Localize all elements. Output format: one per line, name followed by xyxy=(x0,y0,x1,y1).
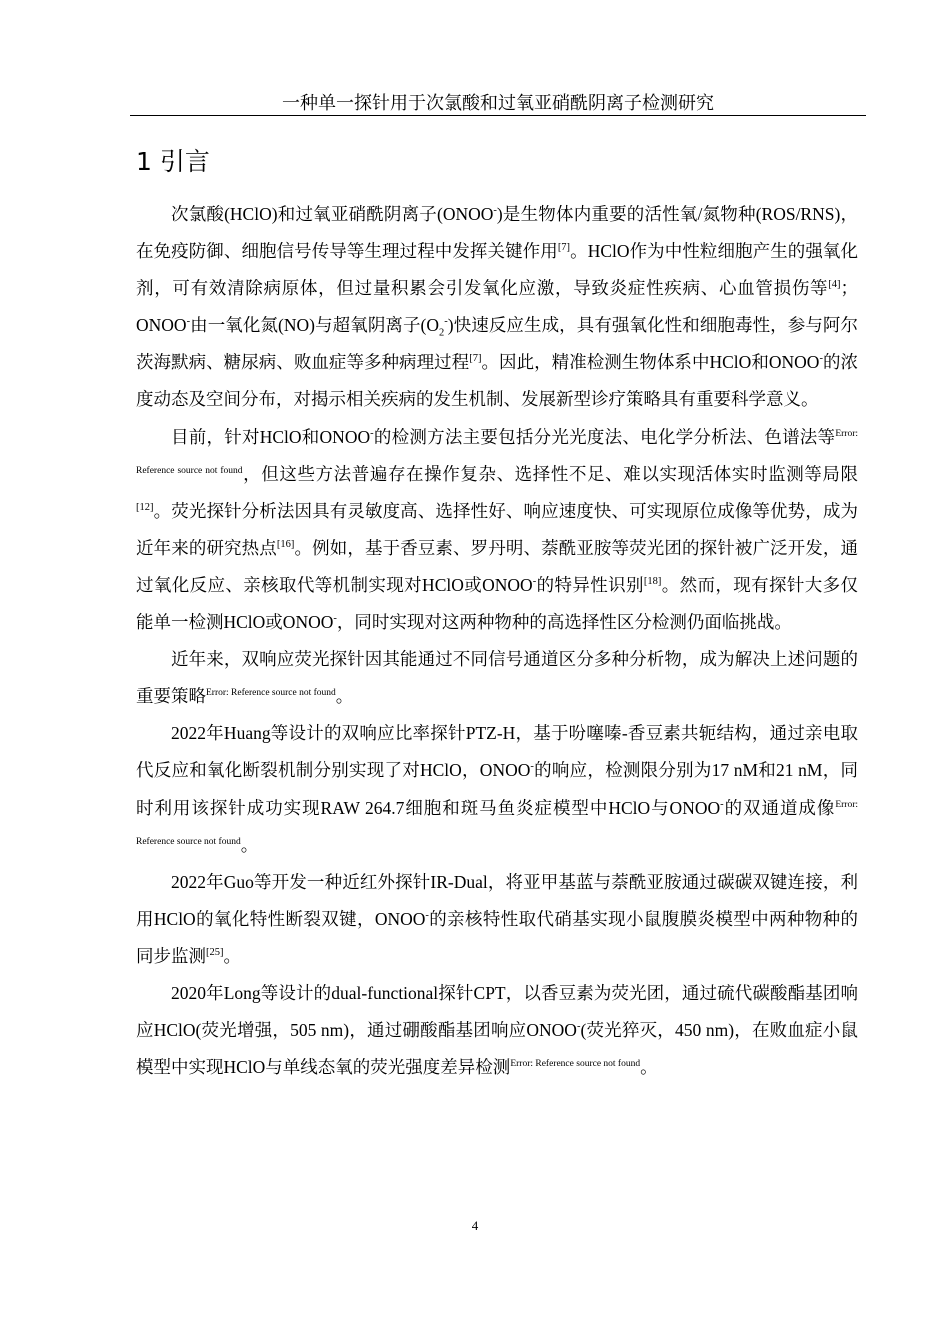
text-run: 的响应，检测限分别为17 nM和21 nM，同时利用该探针成功实现RAW 264.7细胞和斑马鱼炎症模型中HClO与ONOO xyxy=(136,760,858,818)
text-run: ；ONOO xyxy=(136,278,858,336)
reference-error: Error: Reference source not found xyxy=(136,428,858,476)
text-run: 。HClO作为中性粒细胞产生的强氧化剂，可有效清除病原体，但过量积累会引发氧化应激，导致炎症性疾病、心血管损伤等 xyxy=(136,241,859,299)
text-run: 的特异性识别 xyxy=(536,574,644,595)
section-heading: 1 引言 xyxy=(136,147,210,176)
citation: [18] xyxy=(643,576,662,588)
paragraph-6 xyxy=(136,975,858,1086)
superscript: - xyxy=(333,613,337,625)
text-run: 。荧光探针分析法因具有灵敏度高、选择性好、响应速度快、可实现原位成像等优势，成为近年来的研究热点 xyxy=(136,500,858,558)
text-run: 次氯酸(HClO)和过氧亚硝酰阴离子(ONOO xyxy=(171,204,494,224)
text-run: 。 xyxy=(223,945,241,966)
body-text xyxy=(136,196,858,1086)
citation: [25] xyxy=(206,947,224,959)
text-run: 近年来，双响应荧光探针因其能通过不同信号通道区分多种分析物，成为解决上述问题的重要策略 xyxy=(136,649,858,707)
text-run: )快速反应生成，具有强氧化性和细胞毒性，参与阿尔茨海默病、糖尿病、败血症等多种病理过程 xyxy=(136,315,858,373)
text-run: 2022年Huang等设计的双响应比率探针PTZ-H，基于吩噻嗪-香豆素共轭结构，通过亲电取代反应和氧化断裂机制分别实现了对HClO，ONOO xyxy=(136,723,858,781)
text-run: 的浓度动态及空间分布，对揭示相关疾病的发生机制、发展新型诊疗策略具有重要科学意义。 xyxy=(136,352,859,410)
citation: [7] xyxy=(557,242,571,254)
text-run: 。 xyxy=(240,834,259,855)
reference-error: Error: Reference source not found xyxy=(136,799,859,847)
superscript: - xyxy=(532,576,537,588)
superscript: - xyxy=(186,316,191,328)
page-number: 4 xyxy=(471,1218,479,1233)
paragraph-2 xyxy=(136,419,858,642)
citation: [16] xyxy=(276,539,295,551)
superscript: - xyxy=(720,798,724,810)
text-run: 。然而，现有探针大多仅能单一检测HClO或ONOO xyxy=(136,574,859,633)
text-run: 2022年Guo等开发一种近红外探针IR-Dual，将亚甲基蓝与萘酰亚胺通过碳碳双键连接，利用HClO的氧化特性断裂双键，ONOO xyxy=(136,871,858,929)
text-run: 的检测方法主要包括分光光度法、电化学分析法、色谱法等 xyxy=(373,426,836,447)
text-run: 。 xyxy=(640,1057,658,1078)
superscript: - xyxy=(493,205,497,217)
reference-error: Error: Reference source not found xyxy=(510,1059,641,1070)
superscript: - xyxy=(444,316,448,328)
superscript: - xyxy=(576,1021,581,1033)
text-run: 由一氧化氮(NO)与超氧阴离子(O xyxy=(190,315,440,336)
subscript: 2 xyxy=(439,327,445,339)
citation: [12] xyxy=(136,501,154,513)
text-run: 目前，针对HClO和ONOO xyxy=(171,426,371,447)
paragraph-3 xyxy=(136,641,858,715)
text-run: 的亲核特性取代硝基实现小鼠腹膜炎模型中两种物种的同步监测 xyxy=(136,908,858,966)
superscript: - xyxy=(819,353,823,365)
header-rule xyxy=(130,115,866,116)
text-run: 。例如，基于香豆素、罗丹明、萘酰亚胺等荧光团的探针被广泛开发，通过氧化反应、亲核取代等机制实现对HClO或ONOO xyxy=(136,537,859,595)
text-run: )是生物体内重要的活性氧/氮物种(ROS/RNS)，在免疫防御、细胞信号传导等生理过程中发挥关键作用 xyxy=(136,204,858,262)
superscript: - xyxy=(370,427,374,439)
paragraph-1 xyxy=(136,196,858,419)
text-run: 2020年Long等设计的dual-functional探针CPT，以香豆素为荧光团，通过硫代碳酸酯基团响应HClO(荧光增强，505 nm)，通过硼酸酯基团响应ONOO xyxy=(136,982,858,1041)
text-run: 。 xyxy=(335,686,354,707)
superscript: - xyxy=(530,761,534,773)
citation: [7] xyxy=(469,353,482,365)
paragraph-5 xyxy=(136,864,858,975)
reference-error: Error: Reference source not found xyxy=(206,688,336,699)
running-header: 一种单一探针用于次氯酸和过氧亚硝酰阴离子检测研究 xyxy=(282,93,714,113)
text-run: (荧光猝灭，450 nm)，在败血症小鼠模型中实现HClO与单线态氧的荧光强度差异检测 xyxy=(136,1020,858,1078)
paragraph-4 xyxy=(136,715,858,863)
text-run: ，同时实现对这两种物种的高选择性区分检测仍面临挑战。 xyxy=(336,612,792,633)
text-run: 。因此，精准检测生物体系中HClO和ONOO xyxy=(481,352,820,373)
text-run: ，但这些方法普遍存在操作复杂、选择性不足、难以实现活体实时监测等局限 xyxy=(242,463,859,484)
citation: [4] xyxy=(828,279,841,291)
superscript: - xyxy=(425,909,429,921)
text-run: 的双通道成像 xyxy=(723,797,836,818)
